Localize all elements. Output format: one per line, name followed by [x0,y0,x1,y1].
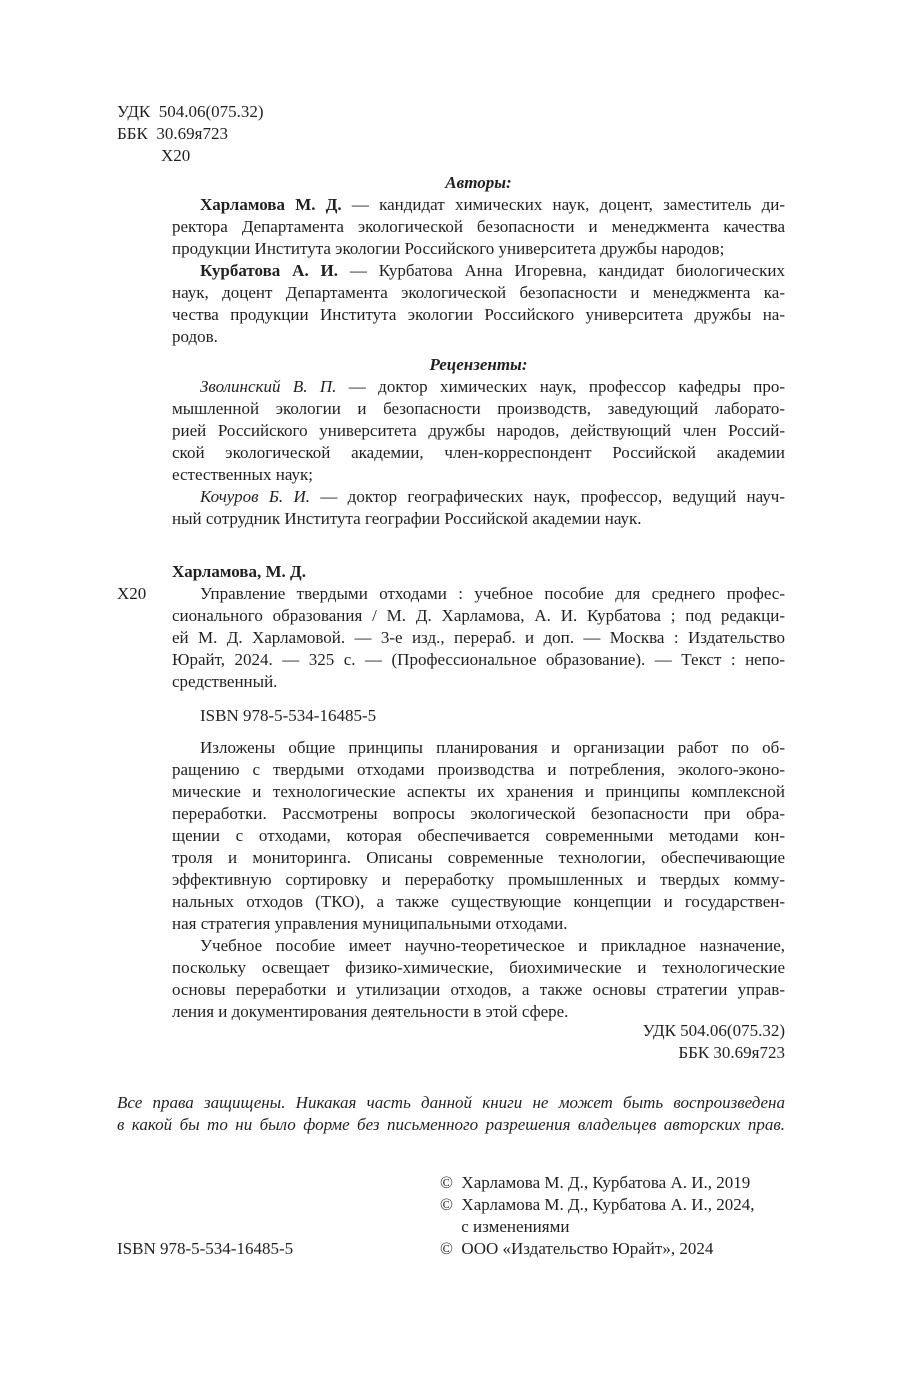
entry-line: рией Российского университета дружбы народов, действующий член Россий- [172,421,785,440]
person-name: Зволинский В. П. [200,377,337,396]
person-name: Кочуров Б. И. [200,487,310,506]
entry-line: ской экологической академии, член-корреспондент Российской академии [172,443,785,462]
rights-line: в какой бы то ни было форме без письменного разрешения владельцев авторских прав. [117,1115,785,1134]
abstract-line: щении с отходами, которая обеспечивается современными методами кон- [172,826,785,845]
copyright-line: © Харламова М. Д., Курбатова А. И., 2019 [440,1173,751,1192]
udk-label: УДК [117,102,151,121]
author-mark: Х20 [161,146,191,165]
person-name: Курбатова А. И. [200,261,339,280]
abstract-line: троля и мониторинга. Описаны современные технологии, обеспечивающие [172,848,785,867]
record-line: ей М. Д. Харламовой. — 3-е изд., перераб. и доп. — Москва : Издательство [172,628,785,647]
copyright-line: © ООО «Издательство Юрайт», 2024 [440,1239,714,1258]
abstract-line: ращению с твердыми отходами производства и потребления, эколого-эконо- [172,760,785,779]
reviewers-section [172,354,785,530]
authors-section [172,172,785,348]
abstract-line: эффективную сортировку и переработку промышленных и твердых комму- [172,870,785,889]
person-name: Харламова М. Д. [200,195,342,214]
record-isbn: ISBN 978-5-534-16485-5 [200,706,377,725]
entry-line: продукции Института экологии Российского университета дружбы народов; [172,239,725,258]
record-line: Управление твердыми отходами : учебное пособие для среднего профес- [200,584,785,603]
abstract-line: Учебное пособие имеет научно-теоретическое и прикладное назначение, [200,936,785,955]
udk-code: 504.06(075.32) [158,102,264,121]
copyright-isbn: ISBN 978-5-534-16485-5 [117,1239,294,1258]
entry-description: — Курбатова Анна Игоревна, кандидат биологических [338,261,785,280]
entry-line: чества продукции Института экологии Российского университета дружбы на- [172,305,785,324]
entry-line [172,376,785,398]
record-line: Юрайт, 2024. — 325 с. — (Профессиональное образование). — Текст : непо- [172,650,785,669]
abstract-line: ления и документирования деятельности в этой сфере. [172,1002,569,1021]
abstract-udk: УДК 504.06(075.32) [642,1021,785,1040]
record-line: сионального образования / М. Д. Харламова, А. И. Курбатова ; под редакци- [172,606,785,625]
abstract [172,737,785,1023]
abstract-line: ная стратегия управления муниципальными отходами. [172,914,568,933]
copyright-line: © Харламова М. Д., Курбатова А. И., 2024, [440,1195,755,1214]
entry-line [172,260,785,282]
entry-description: — кандидат химических наук, доцент, заместитель ди- [341,195,785,214]
bbk-label: ББК [117,124,148,143]
abstract-line: основы переработки и утилизации отходов, а также основы стратегии управ- [172,980,785,999]
abstract-line: мические и технологические аспекты их хранения и принципы комплексной [172,782,785,801]
entry-line: наук, доцент Департамента экологической безопасности и менеджмента ка- [172,283,785,302]
abstract-bbk: ББК 30.69я723 [678,1043,785,1062]
copyright-block [440,1172,800,1260]
copyright-line: с изменениями [440,1217,570,1236]
rights-line: Все права защищены. Никакая часть данной книги не может быть воспроизведена [117,1093,785,1112]
bibliographic-record [172,583,785,693]
record-mark: Х20 [117,584,147,603]
section-heading: Рецензенты: [429,355,528,374]
bbk-code: 30.69я723 [156,124,228,143]
entry-line [172,194,785,216]
abstract-line: Изложены общие принципы планирования и организации работ по об- [200,738,785,757]
entry-line: родов. [172,327,218,346]
classification-block [117,101,264,167]
record-line: средственный. [172,672,278,691]
entry-line: ный сотрудник Института географии Российской академии наук. [172,509,642,528]
record-author: Харламова, М. Д. [172,562,306,581]
entry-description: — доктор химических наук, профессор кафедры про- [336,377,785,396]
entry-description: — доктор географических наук, профессор, ведущий науч- [310,487,785,506]
entry-line [172,486,785,508]
abstract-line: нальных отходов (ТКО), а также существующие концепции и государствен- [172,892,785,911]
abstract-line: поскольку освещает физико-химические, биохимические и технологические [172,958,785,977]
abstract-line: переработки. Рассмотрены вопросы экологической безопасности при обра- [172,804,785,823]
section-heading: Авторы: [445,173,512,192]
entry-line: мышленной экологии и безопасности производств, заведующий лаборато- [172,399,785,418]
rights-notice [117,1092,785,1136]
entry-line: естественных наук; [172,465,313,484]
abstract-classification [172,1020,785,1064]
entry-line: ректора Департамента экологической безопасности и менеджмента качества [172,217,785,236]
